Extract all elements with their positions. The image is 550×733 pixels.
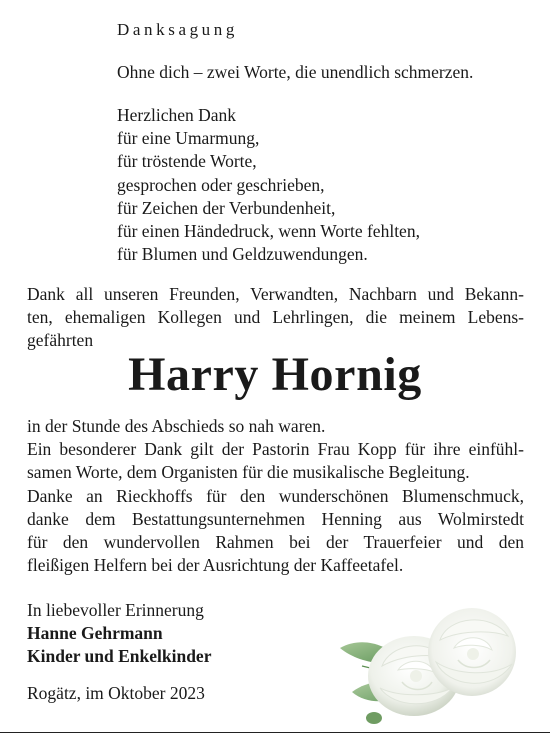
paragraph-line: samen Worte, dem Organisten für die musikalische Begleitung. [27,462,470,483]
paragraph-line: Danke an Rieckhoffs für den wunderschönen Blumenschmuck, [27,485,524,506]
paragraph-line: Ein besonderer Dank gilt der Pastorin Frau Kopp für ihre einfühl- [27,439,524,460]
paragraph-line: fleißigen Helfern bei der Ausrichtung der Kaffeetafel. [27,555,404,576]
closing-block [27,599,211,669]
poem-line: Herzlichen Dank [117,105,237,125]
poem-line: gesprochen oder geschrieben, [117,174,325,195]
paragraph-line: für den wundervollen Rahmen bei der Trauerfeier und den [27,531,524,552]
notice-heading: Danksagung [117,20,238,39]
place-date: Rogätz, im Oktober 2023 [27,683,205,703]
signer-family: Kinder und Enkelkinder [27,646,212,667]
notice-subtitle: Ohne dich – zwei Worte, die unendlich schmerzen. [117,62,474,82]
thanks-poem [117,104,420,266]
poem-line: für Zeichen der Verbundenheit, [117,197,336,218]
poem-line: für tröstende Worte, [117,151,257,172]
closing-line: In liebevoller Erinnerung [27,600,204,620]
deceased-name: Harry Hornig [128,348,422,401]
paragraph-line: gefährten [27,330,94,351]
paragraph-line: ten, ehemaligen Kollegen und Lehrlingen, die meinem Lebens- [27,307,524,328]
paragraph-line: danke dem Bestattungsunternehmen Henning aus Wolmirstedt [27,508,524,529]
paragraph-line: in der Stunde des Abschieds so nah waren. [27,416,326,436]
poem-line: für einen Händedruck, wenn Worte fehlten, [117,221,420,242]
detail-paragraph [27,415,524,577]
poem-line: für Blumen und Geldzuwendungen. [117,244,368,265]
paragraph-line: Dank all unseren Freunden, Verwandten, Nachbarn und Bekann- [27,284,524,304]
poem-line: für eine Umarmung, [117,128,260,149]
white-roses-image [332,596,522,728]
signer-name: Hanne Gehrmann [27,623,163,644]
thanks-paragraph [27,283,524,353]
